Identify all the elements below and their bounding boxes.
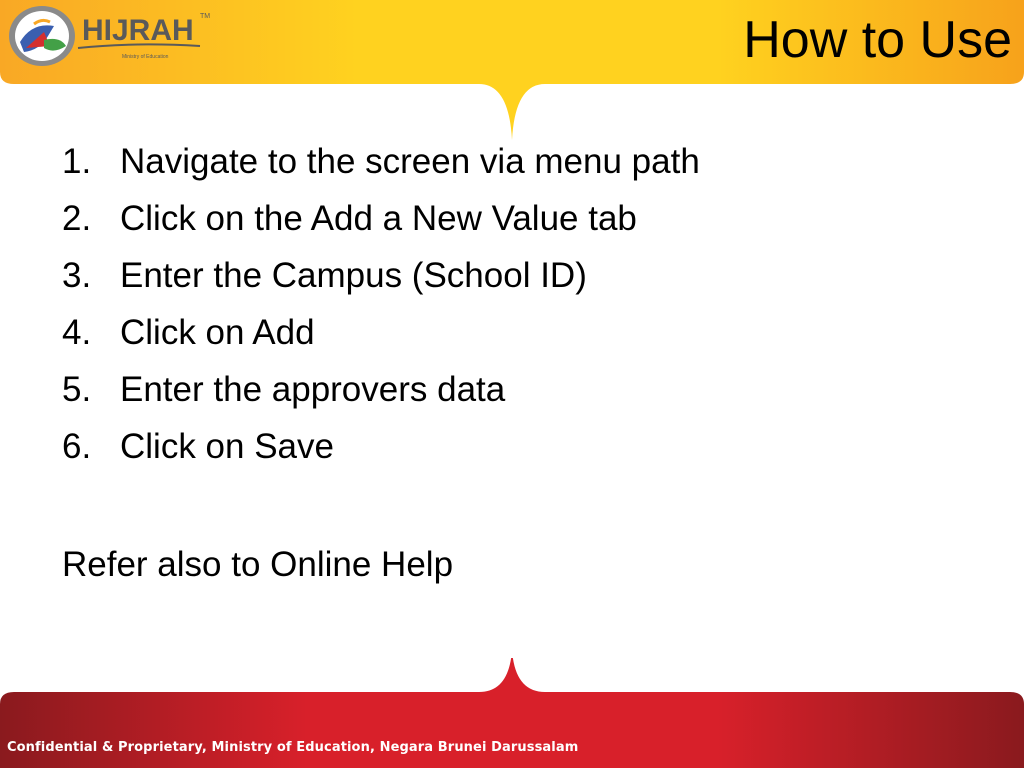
step-number: 4. [62, 313, 92, 352]
logo-tm: TM [200, 13, 211, 20]
page-title: How to Use [743, 11, 1012, 69]
footer-confidential-text: Confidential & Proprietary, Ministry of Education, Negara Brunei Darussalam [7, 740, 579, 755]
list-item [62, 427, 700, 484]
step-text: Navigate to the screen via menu path [120, 142, 700, 181]
list-item [62, 370, 700, 427]
step-text: Click on Add [120, 313, 315, 352]
online-help-note: Refer also to Online Help [62, 545, 454, 584]
step-number: 5. [62, 370, 92, 409]
logo-tagline: Ministry of Education [122, 54, 169, 60]
step-number: 3. [62, 256, 92, 295]
list-item [62, 142, 700, 199]
list-item [62, 199, 700, 256]
list-item [62, 313, 700, 370]
step-number: 1. [62, 142, 92, 181]
hijrah-logo [4, 2, 214, 70]
step-text: Click on Save [120, 427, 334, 466]
logo-text: HIJRAH [82, 14, 194, 47]
list-item [62, 256, 700, 313]
step-text: Click on the Add a New Value tab [120, 199, 637, 238]
step-number: 6. [62, 427, 92, 466]
step-text: Enter the approvers data [120, 370, 506, 409]
step-number: 2. [62, 199, 92, 238]
step-text: Enter the Campus (School ID) [120, 256, 587, 295]
steps-list [62, 142, 700, 484]
